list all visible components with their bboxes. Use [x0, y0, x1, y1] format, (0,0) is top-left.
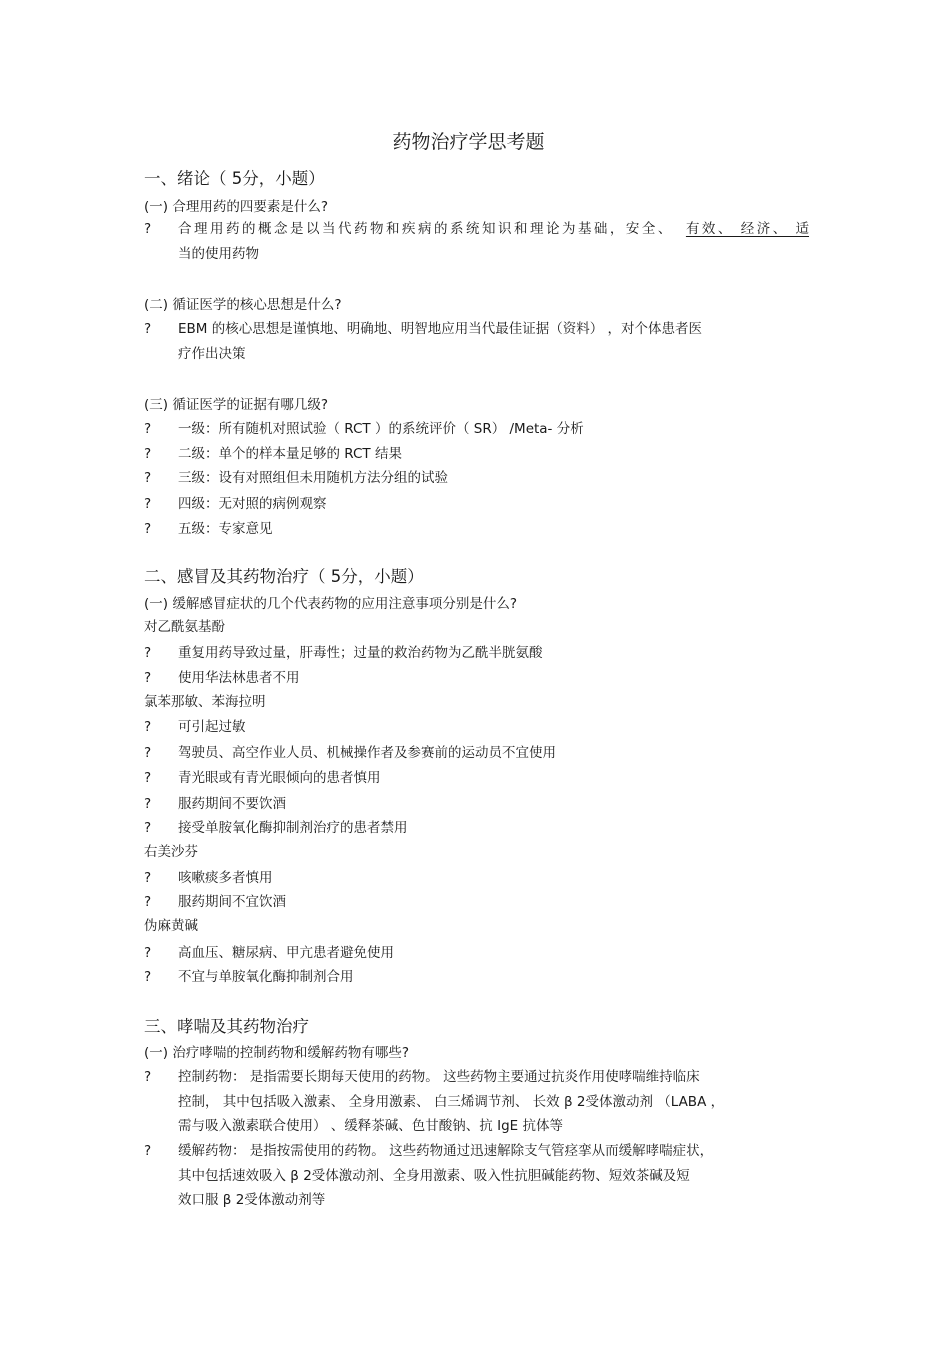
answer-line: 缓解药物： 是指按需使用的药物。 这些药物通过迅速解除支气管痉挛从而缓解哮喘症状，	[178, 1143, 714, 1159]
bullet-marker: ?	[144, 446, 152, 462]
answer-line: 二级：单个的样本量足够的 RCT 结果	[178, 446, 402, 462]
answer-line: 服药期间不宜饮酒	[178, 894, 286, 910]
answer-line: 疗作出决策	[178, 345, 246, 362]
answer-line: 效口服 β 2受体激动剂等	[178, 1192, 326, 1208]
bullet-marker: ?	[144, 496, 152, 512]
answer-text	[178, 317, 809, 366]
answer-line: 当的使用药物	[178, 245, 259, 262]
section-heading-asthma: 三、哮喘及其药物治疗	[144, 1017, 309, 1036]
answer-item	[144, 442, 809, 467]
answer-item	[144, 965, 809, 990]
answer-item	[144, 217, 809, 266]
bullet-marker: ?	[144, 670, 152, 686]
answer-item	[144, 866, 809, 891]
question-label: (一) 合理用药的四要素是什么?	[144, 199, 328, 215]
answer-text	[178, 1065, 809, 1139]
page-title: 药物治疗学思考题	[392, 131, 545, 153]
bullet-marker: ?	[144, 945, 152, 961]
answer-item	[144, 492, 809, 517]
drug-name: 伪麻黄碱	[144, 918, 198, 934]
answer-item	[144, 1139, 809, 1213]
bullet-marker: ?	[144, 820, 152, 836]
answer-item	[144, 741, 809, 766]
bullet-marker: ?	[144, 470, 152, 486]
answer-line: 其中包括速效吸入 β 2受体激动剂、全身用激素、吸入性抗胆碱能药物、短效茶碱及短	[178, 1167, 690, 1184]
answer-line: 接受单胺氧化酶抑制剂治疗的患者禁用	[178, 820, 408, 836]
bullet-marker: ?	[144, 521, 152, 537]
answer-line: 控制药物： 是指需要长期每天使用的药物。 这些药物主要通过抗炎作用使哮喘维持临床	[178, 1069, 700, 1085]
answer-text	[178, 1139, 809, 1213]
bullet-marker: ?	[144, 770, 152, 786]
answer-item	[144, 816, 809, 841]
answer-item	[144, 641, 809, 666]
answer-line: 五级：专家意见	[178, 521, 273, 537]
answer-line: 三级：设有对照组但未用随机方法分组的试验	[178, 470, 448, 486]
bullet-marker: ?	[144, 221, 152, 237]
bullet-marker: ?	[144, 870, 152, 886]
answer-line: 四级：无对照的病例观察	[178, 496, 327, 512]
question-label: (三) 循证医学的证据有哪几级?	[144, 397, 328, 413]
question-label: (一) 缓解感冒症状的几个代表药物的应用注意事项分别是什么?	[144, 596, 517, 612]
answer-line: 可引起过敏	[178, 719, 246, 735]
bullet-marker: ?	[144, 969, 152, 985]
drug-name: 对乙酰氨基酚	[144, 619, 225, 635]
bullet-marker: ?	[144, 796, 152, 812]
answer-line: 服药期间不要饮酒	[178, 796, 286, 812]
bullet-marker: ?	[144, 1069, 152, 1085]
section-heading-intro: 一、绪论（ 5分，小题）	[144, 169, 325, 188]
answer-line: EBM 的核心思想是谨慎地、明确地、明智地应用当代最佳证据（资料） ，对个体患者医	[178, 321, 703, 337]
question-label: (一) 治疗哮喘的控制药物和缓解药物有哪些?	[144, 1045, 409, 1061]
bullet-marker: ?	[144, 321, 152, 337]
answer-line: 驾驶员、高空作业人员、机械操作者及参赛前的运动员不宜使用	[178, 745, 556, 761]
bullet-marker: ?	[144, 745, 152, 761]
answer-item	[144, 715, 809, 740]
answer-text	[178, 217, 809, 266]
answer-line: 不宜与单胺氧化酶抑制剂合用	[178, 969, 354, 985]
bullet-marker: ?	[144, 894, 152, 910]
answer-line: 控制， 其中包括吸入激素、 全身用激素、 白三烯调节剂、 长效 β 2受体激动剂 （LABA ，	[178, 1093, 725, 1110]
answer-line: 需与吸入激素联合使用） 、缓释茶碱、色甘酸钠、抗 IgE 抗体等	[178, 1118, 563, 1134]
answer-item	[144, 792, 809, 817]
answer-line: 高血压、糖尿病、甲亢患者避免使用	[178, 945, 394, 961]
answer-item	[144, 466, 809, 491]
section-heading-cold: 二、感冒及其药物治疗（ 5分，小题）	[144, 567, 424, 586]
answer-line: 重复用药导致过量，肝毒性；过量的救治药物为乙酰半胱氨酸	[178, 645, 543, 661]
answer-item	[144, 517, 809, 542]
bullet-marker: ?	[144, 1143, 152, 1159]
answer-item	[144, 417, 809, 442]
drug-name: 右美沙芬	[144, 844, 198, 860]
answer-line: 使用华法林患者不用	[178, 670, 300, 686]
question-label: (二) 循证医学的核心思想是什么?	[144, 297, 342, 313]
answer-item	[144, 890, 809, 915]
drug-name: 氯苯那敏、苯海拉明	[144, 694, 266, 710]
answer-item	[144, 317, 809, 366]
answer-line: 青光眼或有青光眼倾向的患者慎用	[178, 770, 381, 786]
answer-item	[144, 941, 809, 966]
answer-item	[144, 1065, 809, 1139]
bullet-marker: ?	[144, 645, 152, 661]
bullet-marker: ?	[144, 421, 152, 437]
answer-line: 合理用药的概念是以当代药物和疾病的系统知识和理论为基础，安全、 有效、 经济、 适	[178, 221, 810, 237]
answer-item	[144, 766, 809, 791]
answer-line: 一级：所有随机对照试验（ RCT ）的系统评价（ SR） /Meta- 分析	[178, 421, 584, 437]
answer-line: 咳嗽痰多者慎用	[178, 870, 273, 886]
bullet-marker: ?	[144, 719, 152, 735]
answer-item	[144, 666, 809, 691]
